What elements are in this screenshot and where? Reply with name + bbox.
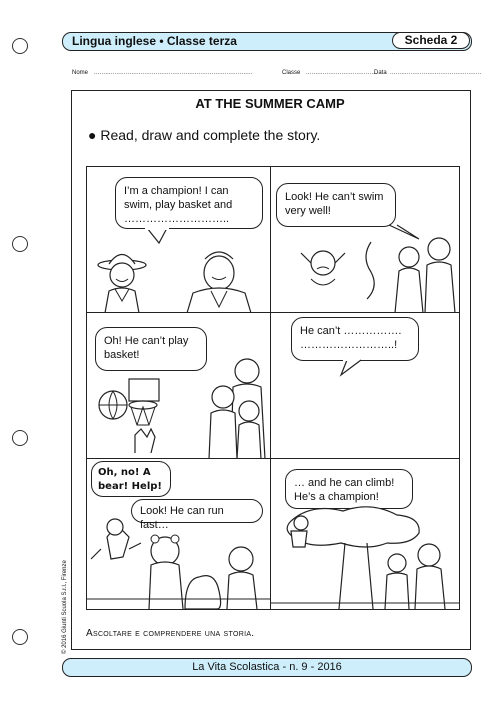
bubble-text: Oh, no! A bear! Help! [98,467,162,492]
comic-panel-5 [86,458,272,610]
binder-hole [12,236,28,252]
comic-panel-4 [270,312,460,460]
comic-panel-3 [86,312,272,460]
name-dots: ..................................................................................... [94,70,253,76]
empty-drawing-area [271,313,459,459]
bubble-text: He can’t ……………. ……………………..! [300,325,402,351]
worksheet-title: AT THE SUMMER CAMP [195,96,345,111]
instruction [88,127,320,143]
bubble-text: I’m a champion! I can swim, play basket and ……………………….. [124,185,233,225]
bubble-text: Oh! He can’t play basket! [104,335,189,361]
class-dots: ...................................... [306,70,377,76]
basketball-drawing [87,313,271,459]
boy-and-leader-drawing [87,167,271,313]
footer-bar: La Vita Scolastica - n. 9 - 2016 [62,658,472,677]
comic-panel-6 [270,458,460,610]
subject-title: Lingua inglese • Classe terza [72,34,237,48]
instruction-text: Read, draw and complete the story. [100,127,321,143]
bubble-text: … and he can climb! He’s a champion! [294,477,395,503]
climbing-tree-drawing [271,459,459,609]
date-dots: ................................................. [390,70,482,76]
date-label: Data [374,70,387,76]
copyright-notice: © 2016 Giunti Scuola S.r.l., Firenze [62,560,68,654]
class-label: Classe [282,70,301,76]
boy-swimming-drawing [271,167,459,313]
worksheet-footnote: Ascoltare e comprendere una storia. [86,628,255,639]
binder-hole [12,38,28,54]
binder-hole [12,430,28,446]
comic-panel-1 [86,166,272,314]
bullet-icon: ● [88,127,97,143]
sheet-number: Scheda 2 [392,32,470,49]
comic-panel-2 [270,166,460,314]
bubble-text: Look! He can’t swim very well! [285,191,384,217]
bear-chase-drawing [87,459,271,609]
name-label: Nome [72,70,89,76]
binder-hole [12,629,28,645]
bubble-text: Look! He can run fast… [140,505,224,531]
